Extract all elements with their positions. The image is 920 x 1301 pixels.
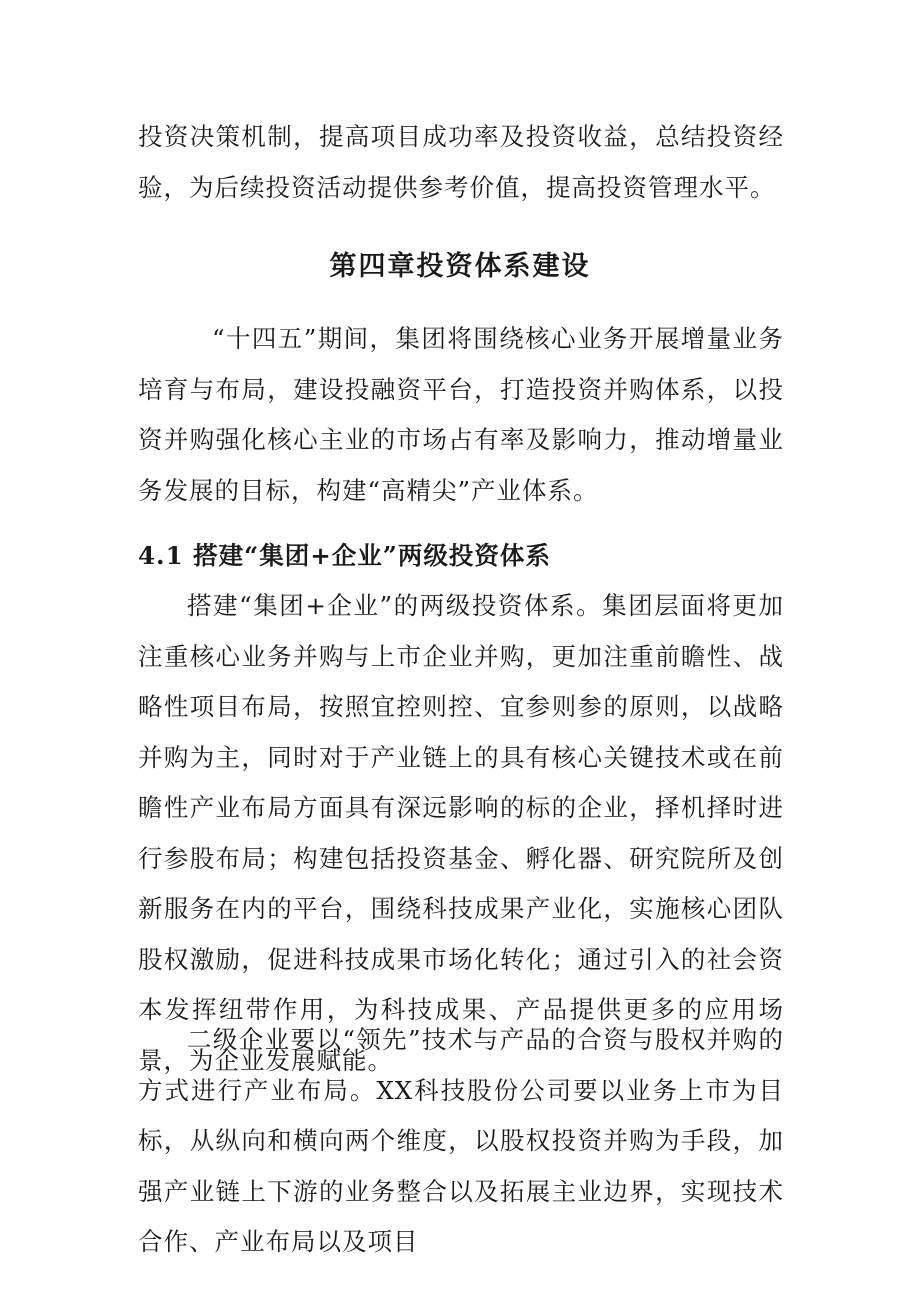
section-paragraph: 搭建“集团+企业”的两级投资体系。集团层面将更加注重核心业务并购与上市企业并购，更加注重前瞻性、战略性项目布局，按照宜控则控、宜参则参的原则，以战略并购为主，同时对于产业链上的具有核心关键技术或在前瞻性产业布局方面具有深远影响的标的企业，择机择时进行参股布局；构建包括投资基金、孵化器、研究院所及创新服务在内的平台，围绕科技成果产业化，实施核心团队股权激励，促进科技成果市场化转化；通过引入的社会资本发挥纽带作用，为科技成果、产品提供更多的应用场景，为企业发展赋能。 [138, 591, 784, 1075]
chapter-title: 第四章投资体系建设 [329, 251, 591, 282]
section-heading: 4.1 搭建“集团+企业”两级投资体系 [138, 541, 551, 570]
section-paragraph: 二级企业要以“领先”技术与产品的合资与股权并购的方式进行产业布局。XX科技股份公司要以业务上市为目标，从纵向和横向两个维度，以股权投资并购为手段，加强产业链上下游的业务整合以及拓展主业边界，实现技术合作、产业布局以及项目 [138, 1025, 784, 1256]
chapter-intro-paragraph: “十四五”期间，集团将围绕核心业务开展增量业务培育与布局，建设投融资平台，打造投资并购体系，以投资并购强化核心主业的市场占有率及影响力，推动增量业务发展的目标，构建“高精尖”产业体系。 [138, 324, 784, 505]
intro-paragraph: 投资决策机制，提高项目成功率及投资收益，总结投资经验，为后续投资活动提供参考价值，提高投资管理水平。 [138, 122, 784, 202]
